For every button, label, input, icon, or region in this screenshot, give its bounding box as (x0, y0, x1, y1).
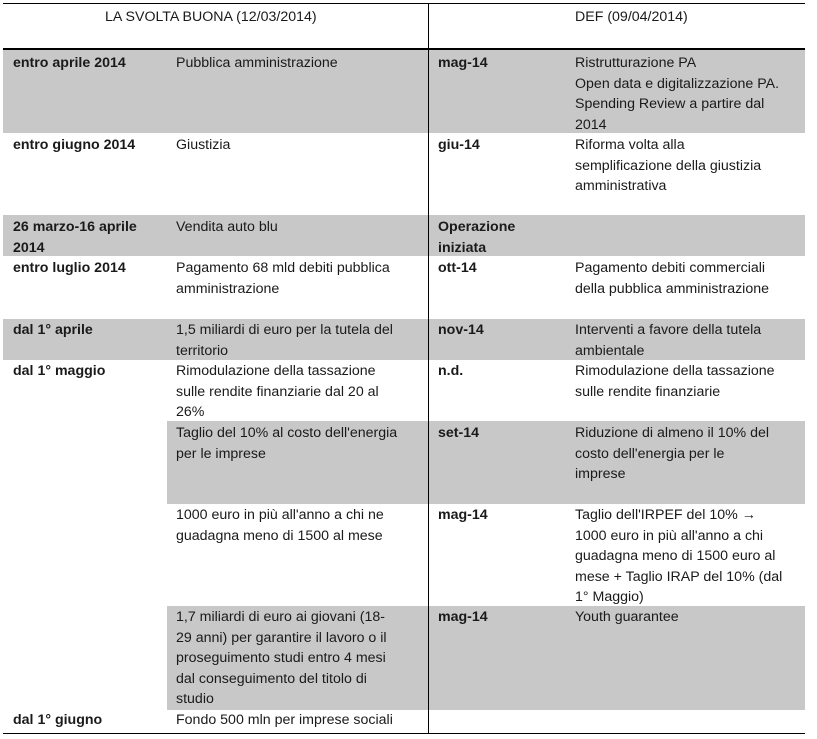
deadline-cell: entro giugno 2014 (13, 137, 136, 153)
measure-cell: 1,7 miliardi di euro ai giovani (18- 29 anni) per garantire il lavoro o il proseguimento studi entro 4 mesi dal conseguimento del titolo di studio (176, 609, 387, 707)
def-measure-cell: Taglio dell'IRPEF del 10% → 1000 euro in più all'anno a chi guadagna meno di 1500 euro al mese + Taglio IRAP del 10% (dal 1° Maggio) (575, 507, 783, 605)
def-date-cell: mag-14 (438, 507, 488, 523)
measure-cell: 1,5 miliardi di euro per la tutela del territorio (176, 322, 393, 359)
measure-cell: Fondo 500 mln per imprese sociali (176, 712, 393, 728)
def-date-cell: ott-14 (438, 260, 477, 276)
deadline-cell: dal 1° aprile (13, 322, 93, 338)
deadline-cell: entro aprile 2014 (13, 55, 126, 71)
def-measure-cell: Youth guarantee (575, 609, 679, 625)
def-date-cell: n.d. (438, 363, 464, 379)
def-measure-cell: Interventi a favore della tutela ambientale (575, 322, 762, 359)
measure-cell: Taglio del 10% al costo dell'energia per le imprese (176, 425, 398, 462)
deadline-cell: dal 1° giugno (13, 712, 103, 728)
deadline-cell: entro luglio 2014 (13, 260, 126, 276)
def-measure-cell: Riforma volta alla semplificazione della giustizia amministrativa (575, 137, 762, 194)
def-date-cell: nov-14 (438, 322, 484, 338)
measure-cell: Giustizia (176, 137, 231, 153)
measure-cell: Pubblica amministrazione (176, 55, 338, 71)
measure-cell: Rimodulazione della tassazione sulle rendite finanziarie dal 20 al 26% (176, 363, 379, 420)
measure-cell: Pagamento 68 mld debiti pubblica amministrazione (176, 260, 390, 297)
center-divider (428, 3, 429, 734)
header-left-title: LA SVOLTA BUONA (12/03/2014) (105, 9, 317, 25)
def-date-cell: set-14 (438, 425, 480, 441)
def-date-cell: Operazione iniziata (438, 219, 516, 256)
def-date-cell: giu-14 (438, 137, 480, 153)
table-bottom-border (3, 733, 805, 734)
table-top-border (3, 3, 805, 4)
header-right-title: DEF (09/04/2014) (575, 9, 688, 25)
def-measure-cell: Ristrutturazione PA Open data e digitalizzazione PA. Spending Review a partire dal 2014 (575, 55, 780, 133)
def-date-cell: mag-14 (438, 55, 488, 71)
def-measure-cell: Riduzione di almeno il 10% del costo dell'energia per le imprese (575, 425, 770, 482)
measure-cell: 1000 euro in più all'anno a chi ne guadagna meno di 1500 al mese (176, 507, 384, 544)
header-bottom-border (3, 48, 805, 50)
measure-cell: Vendita auto blu (176, 219, 278, 235)
deadline-cell: 26 marzo-16 aprile 2014 (13, 219, 137, 256)
deadline-cell: dal 1° maggio (13, 363, 106, 379)
def-measure-cell: Pagamento debiti commerciali della pubblica amministrazione (575, 260, 769, 297)
def-measure-cell: Rimodulazione della tassazione sulle rendite finanziarie (575, 363, 775, 400)
def-date-cell: mag-14 (438, 609, 488, 625)
